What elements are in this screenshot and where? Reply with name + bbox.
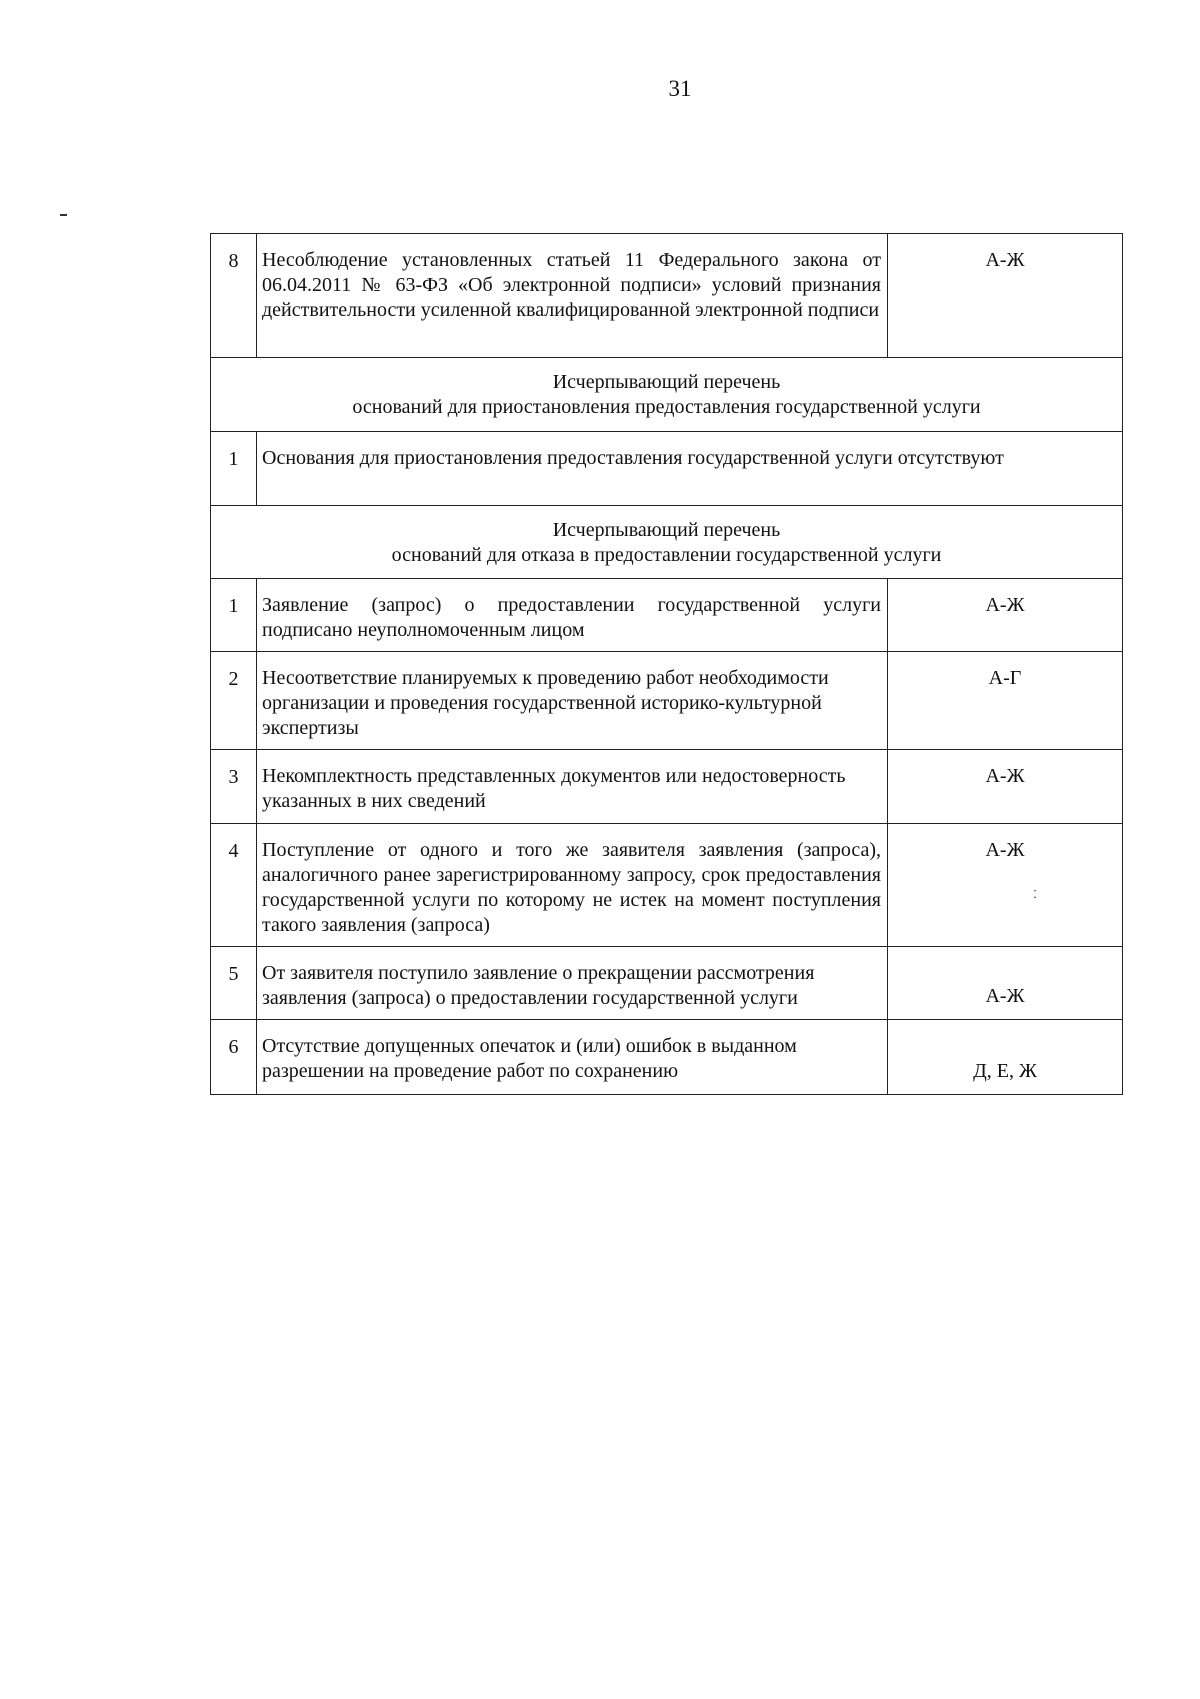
section-heading-row [211, 358, 1123, 432]
table-row [211, 652, 1123, 750]
row-code: А-Ж [888, 750, 1123, 824]
row-code: А-Г [888, 652, 1123, 750]
section-heading-line: Исчерпывающий перечень [552, 519, 781, 541]
row-number: 1 [211, 432, 257, 506]
row-code: А-Ж [985, 839, 1025, 861]
row-description: Основания для приостановления предоставления государственной услуги отсутствуют [257, 432, 1123, 506]
grounds-table [210, 233, 1123, 1095]
section-heading-line: оснований для приостановления предоставления государственной услуги [352, 396, 981, 418]
row-number: 5 [211, 947, 257, 1020]
table-row [211, 1020, 1123, 1095]
table-row [211, 947, 1123, 1020]
row-description: От заявителя поступило заявление о прекращении рассмотрения заявления (запроса) о предоставлении государственной услуги [257, 947, 888, 1020]
suspension-section-heading [211, 358, 1123, 432]
page-number: 31 [668, 76, 692, 101]
row-number: 6 [211, 1020, 257, 1095]
table-row [211, 432, 1123, 506]
row-description: Несоответствие планируемых к проведению работ необходимости организации и проведения государственной историко-культурной экспертизы [257, 652, 888, 750]
row-code-cell [888, 824, 1123, 947]
row-description: Некомплектность представленных документов или недостоверность указанных в них сведений [257, 750, 888, 824]
row-code: А-Ж [888, 579, 1123, 652]
row-code: А-Ж [888, 947, 1123, 1020]
section-heading-line: Исчерпывающий перечень [552, 371, 781, 393]
row-code: А-Ж [888, 234, 1123, 358]
scan-mark [60, 214, 67, 216]
refusal-section-heading [211, 506, 1123, 579]
row-number: 8 [211, 234, 257, 358]
row-code: Д, Е, Ж [888, 1020, 1123, 1095]
stray-mark: ⁚ [1033, 889, 1037, 901]
row-description: Отсутствие допущенных опечаток и (или) ошибок в выданном разрешении на проведение работ по сохранению [257, 1020, 888, 1095]
row-number: 4 [211, 824, 257, 947]
row-description: Поступление от одного и того же заявителя заявления (запроса), аналогичного ранее зарегистрированному запросу, срок предоставления государственной услуги по которому не истек на момент поступления такого заявления (запроса) [257, 824, 888, 947]
table-row [211, 579, 1123, 652]
row-description: Заявление (запрос) о предоставлении государственной услуги подписано неуполномоченным лицом [257, 579, 888, 652]
row-number: 1 [211, 579, 257, 652]
row-number: 3 [211, 750, 257, 824]
row-description: Несоблюдение установленных статьей 11 Федерального закона от 06.04.2011 № 63-ФЗ «Об электронной подписи» условий признания действительности усиленной квалифицированной электронной подписи [257, 234, 888, 358]
section-heading-row [211, 506, 1123, 579]
table-row [211, 750, 1123, 824]
row-number: 2 [211, 652, 257, 750]
table-row [211, 824, 1123, 947]
section-heading-line: оснований для отказа в предоставлении государственной услуги [391, 544, 942, 566]
table-row [211, 234, 1123, 358]
